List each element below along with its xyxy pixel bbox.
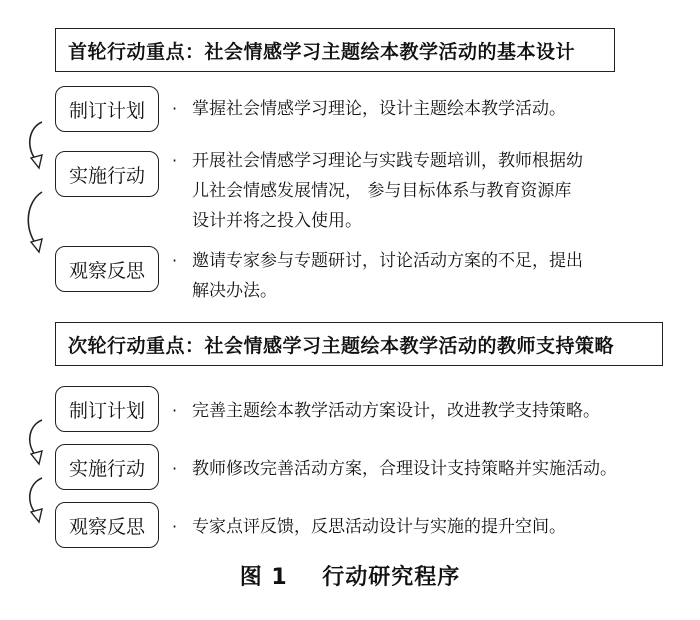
round2-step-act: 实施行动 — [55, 444, 159, 490]
bullet: · — [172, 517, 178, 536]
figure-caption: 图 1 行动研究程序 — [239, 565, 461, 590]
bullet: · — [172, 459, 178, 478]
desc-line: 完善主题绘本教学活动方案设计，改进教学支持策略。 — [192, 401, 600, 421]
round2-step-act-desc — [192, 454, 617, 484]
round1-step-reflect: 观察反思 — [55, 246, 159, 292]
desc-line: 儿社会情感发展情况， 参与目标体系与教育资源库 — [192, 181, 572, 201]
round2-title: 次轮行动重点：社会情感学习主题绘本教学活动的教师支持策略 — [68, 334, 615, 357]
bullet: · — [172, 99, 178, 118]
curved-arrow-icon — [20, 188, 50, 258]
round1-title: 首轮行动重点：社会情感学习主题绘本教学活动的基本设计 — [68, 40, 576, 63]
round2-header — [55, 322, 663, 366]
desc-line: 掌握社会情感学习理论，设计主题绘本教学活动。 — [192, 99, 566, 119]
bullet: · — [172, 401, 178, 420]
desc-line: 邀请专家参与专题研讨，讨论活动方案的不足，提出 — [192, 251, 583, 271]
round2-step-plan: 制订计划 — [55, 386, 159, 432]
curved-arrow-icon — [20, 416, 50, 470]
curved-arrow-icon — [20, 118, 50, 174]
round1-step-plan-desc — [192, 94, 566, 124]
round1-step-act: 实施行动 — [55, 151, 159, 197]
bullet: · — [172, 151, 178, 170]
desc-line: 设计并将之投入使用。 — [192, 211, 362, 231]
curved-arrow-icon — [20, 474, 50, 528]
desc-line: 专家点评反馈，反思活动设计与实施的提升空间。 — [192, 517, 566, 537]
round1-step-plan: 制订计划 — [55, 86, 159, 132]
round2-step-plan-desc — [192, 396, 600, 426]
round2-step-reflect-desc — [192, 512, 566, 542]
bullet: · — [172, 251, 178, 270]
desc-line: 开展社会情感学习理论与实践专题培训，教师根据幼 — [192, 151, 583, 171]
desc-line: 解决办法。 — [192, 281, 277, 301]
round1-header — [55, 28, 615, 72]
round2-step-reflect: 观察反思 — [55, 502, 159, 548]
desc-line: 教师修改完善活动方案，合理设计支持策略并实施活动。 — [192, 459, 617, 479]
round1-step-reflect-desc — [192, 246, 583, 306]
round1-step-act-desc — [192, 146, 583, 236]
